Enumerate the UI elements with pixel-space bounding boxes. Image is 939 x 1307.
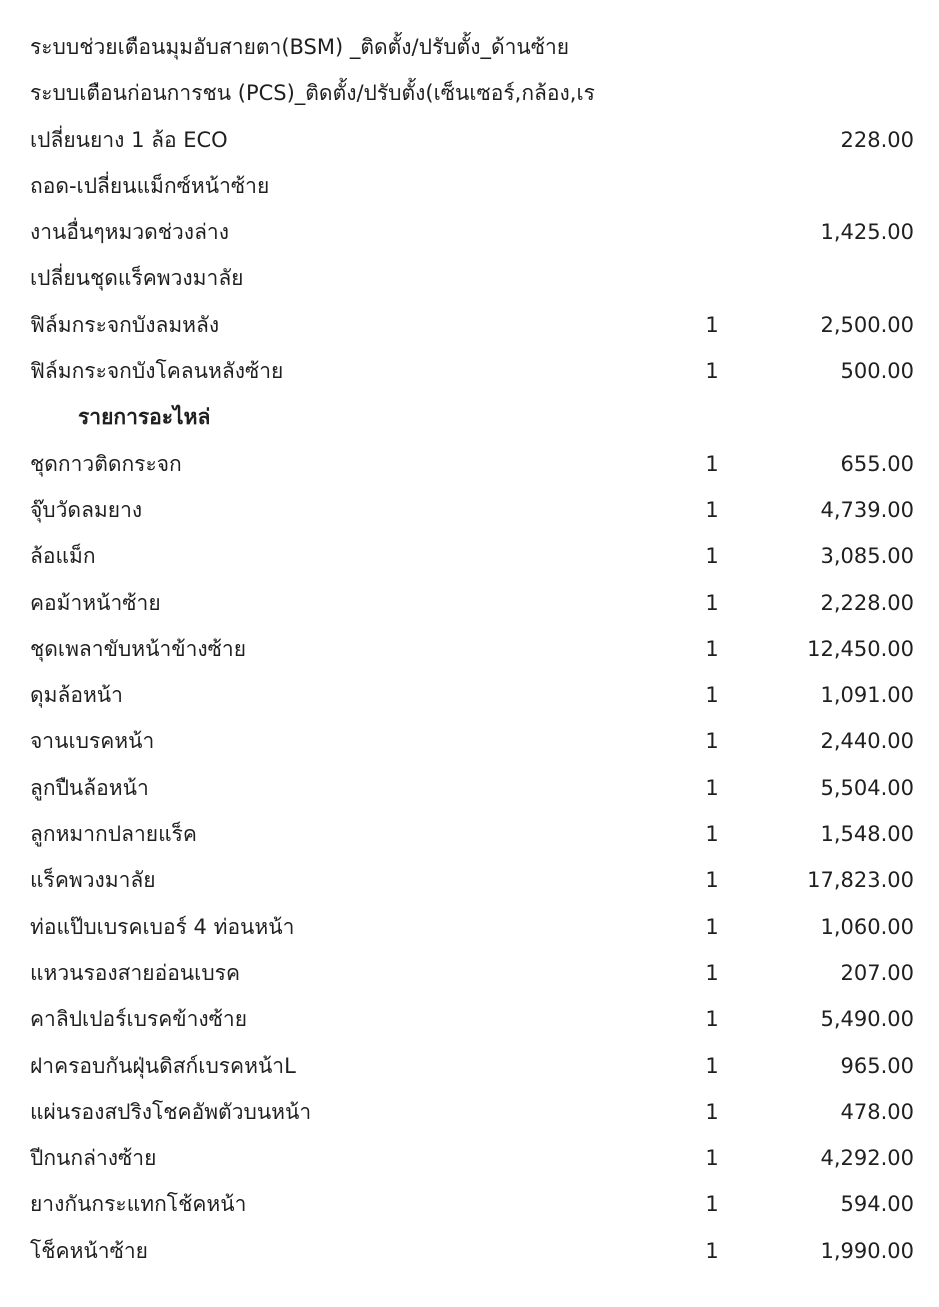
item-description: ฝาครอบกันฝุ่นดิสก์เบรคหน้าL	[30, 1053, 296, 1078]
parts-section-header-row	[0, 394, 939, 440]
line-item-row	[0, 1228, 939, 1274]
item-quantity: 1	[705, 359, 719, 384]
labor-section	[0, 24, 939, 394]
line-item-row	[0, 70, 939, 116]
item-amount: 1,091.00	[820, 683, 914, 708]
line-item-row	[0, 580, 939, 626]
item-quantity: 1	[705, 544, 719, 569]
item-amount: 655.00	[840, 451, 914, 476]
item-description: แหวนรองสายอ่อนเบรค	[30, 960, 240, 985]
item-amount: 5,504.00	[820, 775, 914, 800]
line-item-row	[0, 996, 939, 1042]
item-description: แร็คพวงมาลัย	[30, 868, 156, 893]
item-quantity: 1	[705, 683, 719, 708]
item-description: จานเบรคหน้า	[30, 729, 155, 754]
item-amount: 207.00	[840, 960, 914, 985]
item-amount: 2,228.00	[820, 590, 914, 615]
item-description: ล้อแม็ก	[30, 544, 96, 569]
item-description: ฟิล์มกระจกบังโคลนหลังซ้าย	[30, 359, 284, 384]
item-description: คอม้าหน้าซ้าย	[30, 590, 161, 615]
line-item-row	[0, 209, 939, 255]
item-description: ลูกหมากปลายแร็ค	[30, 822, 197, 847]
line-item-row	[0, 163, 939, 209]
item-amount: 478.00	[840, 1099, 914, 1124]
item-quantity: 1	[705, 312, 719, 337]
parts-section	[0, 441, 939, 1274]
line-item-row	[0, 765, 939, 811]
item-description: ชุดกาวติดกระจก	[30, 451, 182, 476]
item-quantity: 1	[705, 1146, 719, 1171]
line-item-row	[0, 348, 939, 394]
item-amount: 2,500.00	[820, 312, 914, 337]
item-quantity: 1	[705, 590, 719, 615]
item-amount: 228.00	[840, 127, 914, 152]
item-amount: 500.00	[840, 359, 914, 384]
parts-section-heading: รายการอะไหล่	[78, 405, 211, 430]
item-amount: 3,085.00	[820, 544, 914, 569]
item-quantity: 1	[705, 960, 719, 985]
line-item-row	[0, 1181, 939, 1227]
item-description: เปลี่ยนยาง 1 ล้อ ECO	[30, 127, 228, 152]
item-description: ดุมล้อหน้า	[30, 683, 123, 708]
item-quantity: 1	[705, 868, 719, 893]
item-description: โช็คหน้าซ้าย	[30, 1238, 148, 1263]
line-item-row	[0, 302, 939, 348]
item-amount: 5,490.00	[820, 1007, 914, 1032]
item-amount: 1,060.00	[820, 914, 914, 939]
item-description: ระบบช่วยเตือนมุมอับสายตา(BSM) _ติดตั้ง/ปรับตั้ง_ด้านซ้าย	[30, 35, 570, 59]
line-item-row	[0, 718, 939, 764]
item-description: ยางกันกระแทกโช้คหน้า	[30, 1192, 247, 1217]
item-quantity: 1	[705, 1192, 719, 1217]
item-description: ชุดเพลาขับหน้าข้างซ้าย	[30, 636, 246, 661]
item-amount: 594.00	[840, 1192, 914, 1217]
item-quantity: 1	[705, 636, 719, 661]
line-item-row	[0, 904, 939, 950]
line-item-row	[0, 487, 939, 533]
line-item-row	[0, 117, 939, 163]
line-item-row	[0, 857, 939, 903]
line-item-row	[0, 441, 939, 487]
item-amount: 1,548.00	[820, 822, 914, 847]
item-quantity: 1	[705, 775, 719, 800]
line-item-row	[0, 533, 939, 579]
item-quantity: 1	[705, 822, 719, 847]
item-description: จุ๊บวัดลมยาง	[30, 497, 143, 522]
item-description: เปลี่ยนชุดแร็คพวงมาลัย	[30, 266, 244, 291]
item-quantity: 1	[705, 497, 719, 522]
line-item-row	[0, 24, 939, 70]
item-quantity: 1	[705, 914, 719, 939]
item-amount: 965.00	[840, 1053, 914, 1078]
item-amount: 12,450.00	[807, 636, 914, 661]
item-amount: 4,292.00	[820, 1146, 914, 1171]
item-description: ปีกนกล่างซ้าย	[30, 1146, 157, 1171]
item-description: ท่อแป๊บเบรคเบอร์ 4 ท่อนหน้า	[30, 914, 295, 939]
item-quantity: 1	[705, 451, 719, 476]
item-description: ฟิล์มกระจกบังลมหลัง	[30, 312, 220, 337]
item-description: ระบบเตือนก่อนการชน (PCS)_ติดตั้ง/ปรับตั้ง(เซ็นเซอร์,กล้อง,เร	[30, 81, 595, 106]
line-item-row	[0, 1089, 939, 1135]
item-description: ลูกปืนล้อหน้า	[30, 775, 149, 800]
item-amount: 4,739.00	[820, 497, 914, 522]
item-quantity: 1	[705, 1238, 719, 1263]
item-amount: 1,425.00	[820, 220, 914, 245]
item-amount: 2,440.00	[820, 729, 914, 754]
item-description: แผ่นรองสปริงโชคอัพตัวบนหน้า	[30, 1099, 312, 1124]
item-quantity: 1	[705, 729, 719, 754]
line-item-row	[0, 811, 939, 857]
item-amount: 17,823.00	[807, 868, 914, 893]
line-item-row	[0, 255, 939, 301]
item-quantity: 1	[705, 1099, 719, 1124]
item-quantity: 1	[705, 1053, 719, 1078]
line-item-row	[0, 626, 939, 672]
line-item-row	[0, 1135, 939, 1181]
item-quantity: 1	[705, 1007, 719, 1032]
item-description: ถอด-เปลี่ยนแม็กซ์หน้าซ้าย	[30, 173, 270, 198]
item-description: งานอื่นๆหมวดช่วงล่าง	[30, 220, 229, 245]
item-amount: 1,990.00	[820, 1238, 914, 1263]
line-item-row	[0, 672, 939, 718]
line-item-row	[0, 950, 939, 996]
line-item-row	[0, 1043, 939, 1089]
item-description: คาลิปเปอร์เบรคข้างซ้าย	[30, 1007, 248, 1032]
